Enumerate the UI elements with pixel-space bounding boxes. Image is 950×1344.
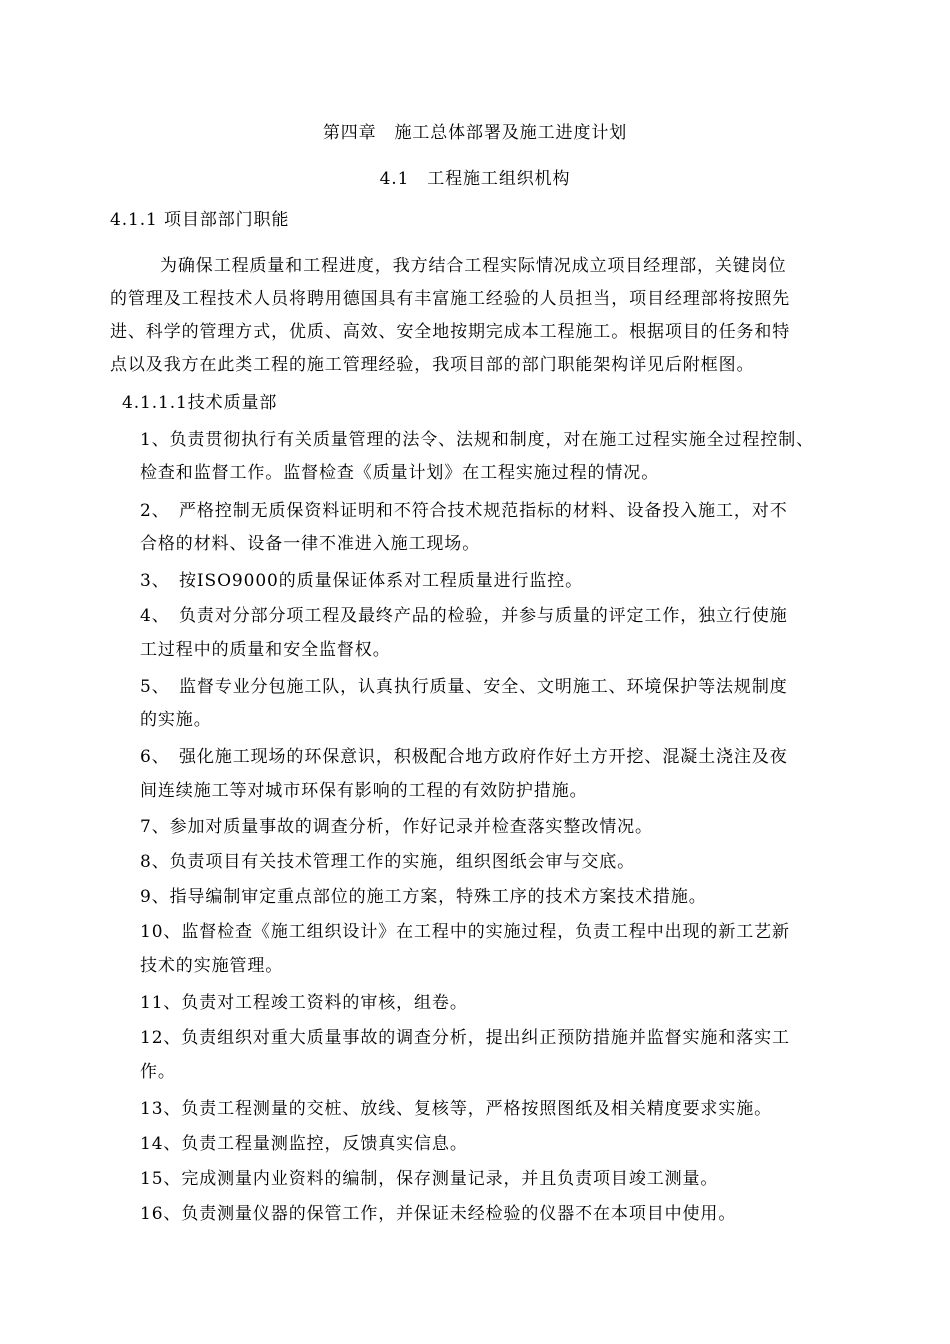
duty-line: 16、负责测量仪器的保管工作，并保证未经检验的仪器不在本项目中使用。: [140, 1204, 737, 1224]
duty-line: 12、负责组织对重大质量事故的调查分析，提出纠正预防措施并监督实施和落实工: [140, 1028, 790, 1048]
duty-line: 检查和监督工作。监督检查《质量计划》在工程实施过程的情况。: [140, 463, 660, 483]
duty-line: 1、负责贯彻执行有关质量管理的法令、法规和制度，对在施工过程实施全过程控制、: [140, 430, 815, 450]
duty-line: 14、负责工程量测监控，反馈真实信息。: [140, 1134, 468, 1154]
duty-line: 13、负责工程测量的交桩、放线、复核等，严格按照图纸及相关精度要求实施。: [140, 1099, 773, 1119]
duty-line: 3、 按ISO9000的质量保证体系对工程质量进行监控。: [140, 571, 584, 591]
duty-line: 7、参加对质量事故的调查分析，作好记录并检查落实整改情况。: [140, 817, 653, 837]
duty-line: 9、指导编制审定重点部位的施工方案，特殊工序的技术方案技术措施。: [140, 887, 707, 907]
duty-line: 11、负责对工程竣工资料的审核，组卷。: [140, 993, 468, 1013]
duty-line: 合格的材料、设备一律不准进入施工现场。: [140, 534, 481, 554]
duty-line: 技术的实施管理。: [140, 956, 284, 976]
duty-line: 10、监督检查《施工组织设计》在工程中的实施过程，负责工程中出现的新工艺新: [140, 922, 790, 942]
duty-line: 8、负责项目有关技术管理工作的实施，组织图纸会审与交底。: [140, 852, 636, 872]
duty-line: 15、完成测量内业资料的编制，保存测量记录，并且负责项目竣工测量。: [140, 1169, 719, 1189]
section-title: 4.1 工程施工组织机构: [379, 169, 571, 189]
intro-paragraph-line: 为确保工程质量和工程进度，我方结合工程实际情况成立项目经理部，关键岗位: [160, 256, 787, 276]
duty-line: 4、 负责对分部分项工程及最终产品的检验，并参与质量的评定工作，独立行使施: [140, 606, 788, 626]
duty-line: 工过程中的质量和安全监督权。: [140, 640, 391, 660]
intro-paragraph-line: 点以及我方在此类工程的施工管理经验，我项目部的部门职能架构详见后附框图。: [110, 355, 755, 375]
duty-line: 作。: [140, 1062, 176, 1082]
duty-line: 间连续施工等对城市环保有影响的工程的有效防护措施。: [140, 781, 588, 801]
department-title: 4.1.1.1技术质量部: [122, 393, 278, 413]
duty-line: 2、 严格控制无质保资料证明和不符合技术规范指标的材料、设备投入施工，对不: [140, 501, 788, 521]
intro-paragraph-line: 进、科学的管理方式，优质、高效、安全地按期完成本工程施工。根据项目的任务和特: [110, 322, 791, 342]
intro-paragraph-line: 的管理及工程技术人员将聘用德国具有丰富施工经验的人员担当，项目经理部将按照先: [110, 289, 791, 309]
duty-line: 5、 监督专业分包施工队，认真执行质量、安全、文明施工、环境保护等法规制度: [140, 677, 788, 697]
duty-line: 的实施。: [140, 710, 212, 730]
duty-line: 6、 强化施工现场的环保意识，积极配合地方政府作好土方开挖、混凝土浇注及夜: [140, 747, 788, 767]
subsection-title: 4.1.1 项目部部门职能: [110, 210, 290, 230]
chapter-title: 第四章 施工总体部署及施工进度计划: [322, 123, 628, 143]
